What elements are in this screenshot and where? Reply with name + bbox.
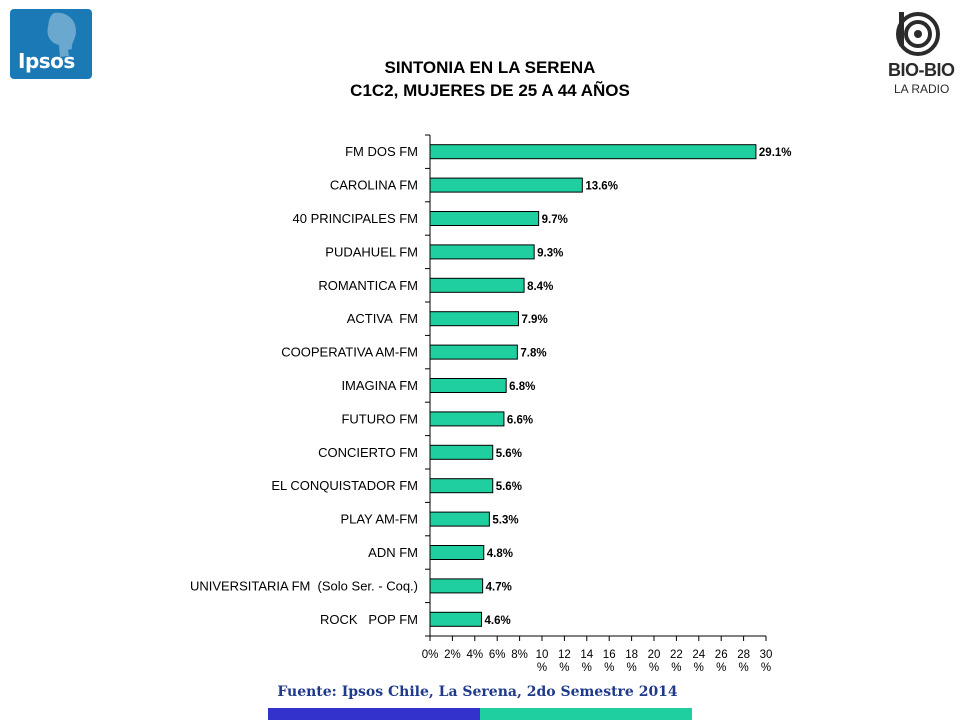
bar xyxy=(430,278,524,292)
footer-stripe-teal xyxy=(480,708,692,720)
category-label: PLAY AM-FM xyxy=(340,511,418,527)
value-label: 5.3% xyxy=(492,514,519,527)
bar xyxy=(430,312,518,326)
category-label: IMAGINA FM xyxy=(341,378,418,393)
category-label: CONCIERTO FM xyxy=(318,444,418,460)
category-label: ROCK POP FM xyxy=(320,611,418,627)
bar xyxy=(430,345,517,359)
value-label: 7.8% xyxy=(520,347,547,360)
footer-stripe-blue xyxy=(268,708,480,720)
x-tick-label: 10 % xyxy=(535,649,549,674)
bar xyxy=(430,145,756,159)
bar xyxy=(430,546,484,560)
category-label: COOPERATIVA AM-FM xyxy=(281,344,418,360)
bar xyxy=(430,612,482,626)
source-note: Fuente: Ipsos Chile, La Serena, 2do Semestre 2014 xyxy=(277,684,678,700)
x-tick-label: 12 % xyxy=(558,649,571,674)
category-label: 40 PRINCIPALES FM xyxy=(292,211,418,226)
value-label: 6.8% xyxy=(509,381,536,393)
value-label: 5.6% xyxy=(495,481,522,494)
bar xyxy=(430,479,493,493)
biobio-logo-subtitle: LA RADIO xyxy=(894,82,950,96)
value-label: 29.1% xyxy=(758,147,792,160)
value-label: 8.4% xyxy=(527,280,554,293)
x-tick-label: 4% xyxy=(466,649,484,661)
bar xyxy=(430,445,493,459)
x-tick-label: 28 % xyxy=(737,649,750,674)
x-tick-label: 6% xyxy=(488,649,506,661)
chart-title-line-1: SINTONIA EN LA SERENA xyxy=(384,58,596,77)
category-label: ACTIVA FM xyxy=(346,311,418,327)
bar xyxy=(430,379,506,393)
category-label: UNIVERSITARIA FM (Solo Ser. - Coq.) xyxy=(189,578,418,594)
x-tick-label: 24 % xyxy=(692,649,706,674)
value-label: 9.3% xyxy=(537,247,564,260)
x-tick-label: 0% xyxy=(421,649,439,661)
category-label: FM DOS FM xyxy=(345,144,418,160)
value-label: 4.7% xyxy=(485,581,512,594)
bar xyxy=(430,512,489,526)
value-label: 6.6% xyxy=(506,414,534,427)
x-tick-label: 14 % xyxy=(580,649,594,674)
chart-title-line-2: C1C2, MUJERES DE 25 A 44 AÑOS xyxy=(350,81,630,100)
x-tick-label: 2% xyxy=(444,649,461,661)
category-label: ROMANTICA FM xyxy=(318,277,418,293)
x-tick-label: 30 % xyxy=(759,649,773,674)
value-label: 13.6% xyxy=(585,180,618,193)
value-label: 9.7% xyxy=(541,214,568,226)
bar xyxy=(430,579,483,593)
x-tick-label: 20 % xyxy=(647,649,661,674)
x-tick-label: 22 % xyxy=(670,649,683,674)
bar xyxy=(430,212,539,226)
value-label: 4.8% xyxy=(486,548,513,560)
x-tick-label: 18 % xyxy=(625,649,638,674)
category-label: FUTURO FM xyxy=(341,411,418,427)
ipsos-logo-text: Ipsos xyxy=(18,49,75,73)
value-label: 4.6% xyxy=(484,614,511,627)
category-label: EL CONQUISTADOR FM xyxy=(271,478,418,494)
biobio-logo-name: BIO-BIO xyxy=(888,60,955,80)
x-tick-label: 8% xyxy=(511,649,528,661)
category-label: ADN FM xyxy=(368,545,418,560)
x-tick-label: 16 % xyxy=(602,649,616,674)
category-label: CAROLINA FM xyxy=(329,177,418,193)
category-label: PUDAHUEL FM xyxy=(325,244,418,260)
bar xyxy=(430,245,534,259)
bar xyxy=(430,178,582,192)
x-tick-label: 26 % xyxy=(714,649,728,674)
value-label: 5.6% xyxy=(495,447,522,460)
bar xyxy=(430,412,504,426)
value-label: 7.9% xyxy=(521,314,548,327)
